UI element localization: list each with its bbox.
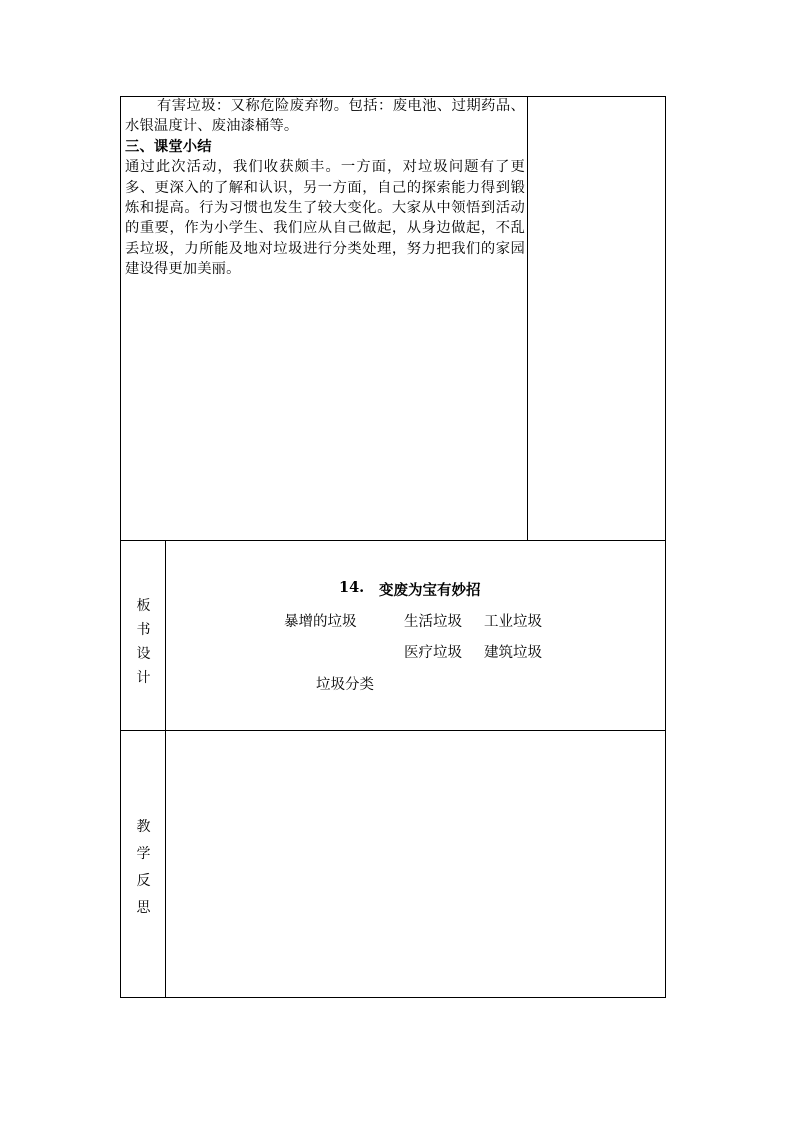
board-design-label: 板 书 设 计 [136, 598, 151, 686]
board-bottom-item: 垃圾分类 [316, 677, 374, 693]
summary-paragraph: 通过此次活动，我们收获颇丰。一方面，对垃圾问题有了更多、更深入的了解和认识，另一方面，自己的探索能力得到锻炼和提高。行为习惯也发生了较大变化。大家从中领悟到活动的重要，作为小学生、我们应从自己做起，从身边做起，不乱丢垃圾，力所能及地对垃圾进行分类处理，努力把我们的家园建设得更加美丽。 [125, 159, 525, 278]
board-title: 变废为宝有妙招 [379, 582, 481, 599]
row-divider-1 [120, 540, 666, 541]
board-item-construction-waste: 建筑垃圾 [484, 645, 542, 661]
hazardous-waste-paragraph: 有害垃圾：又称危险废弃物。包括：废电池、过期药品、水银温度计、废油漆桶等。 [125, 98, 525, 135]
board-item-industrial-waste: 工业垃圾 [484, 614, 542, 630]
board-left-item: 暴增的垃圾 [284, 614, 357, 630]
section-heading: 三、课堂小结 [125, 138, 212, 155]
board-item-medical-waste: 医疗垃圾 [404, 645, 462, 661]
lesson-content [125, 96, 525, 280]
board-number: 14. [339, 579, 365, 596]
teaching-reflection-label: 教 学 反 思 [136, 819, 151, 916]
column-divider-top [527, 96, 528, 541]
table-border-right [665, 96, 666, 998]
reflection-cell [166, 731, 665, 997]
table-border-bottom [120, 997, 666, 998]
board-item-living-waste: 生活垃圾 [404, 614, 462, 630]
